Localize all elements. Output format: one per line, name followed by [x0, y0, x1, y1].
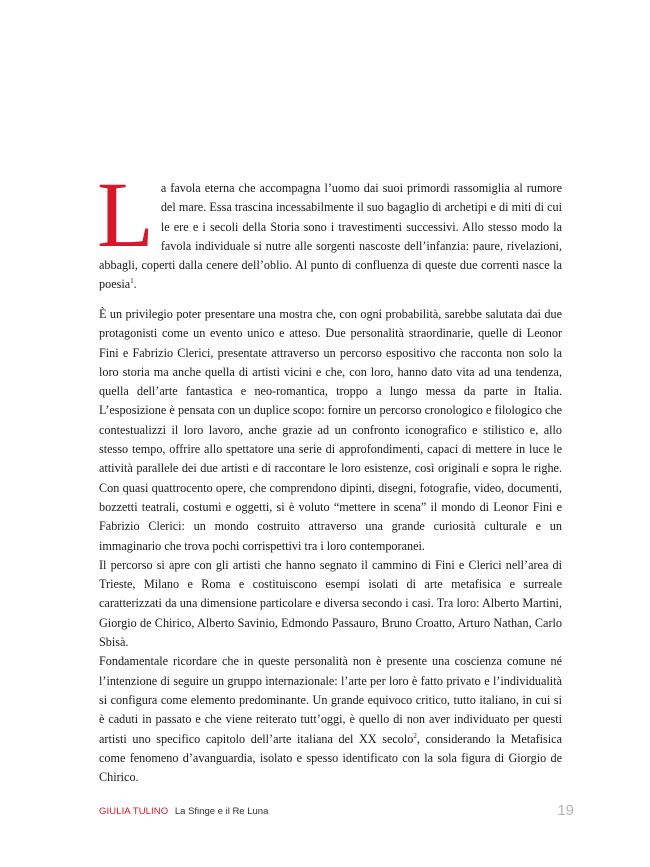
intro-paragraph [97, 164, 562, 295]
paragraph-3-text: Fondamentale ricordare che in queste personalità non è presente una coscienza comune né l’intenzione di seguire un gruppo internazionale: l’arte per loro è fatto privato e l’individualità si configura come elemento predominante. Un grande equivoco critico, tutto italiano, in cui si è caduti in passato e che viene reiterato tutt’oggi, è quello di non aver individuato per questi artisti uno specifico capitolo dell’arte italiana del XX secolo [99, 654, 562, 746]
page-number: 19 [557, 802, 574, 819]
drop-cap: L [97, 164, 154, 267]
body-text [99, 305, 562, 787]
footnote-ref-2[interactable]: 2 [413, 731, 417, 740]
paragraph-3 [99, 652, 562, 787]
paragraph-3-text-end: , considerando la Metafisica come fenomeno d’avanguardia, isolato e spesso identificato con la sola figura di Giorgio de Chirico. [99, 731, 563, 785]
footer-author: GIULIA TULINO [99, 806, 169, 817]
intro-text-end: . [133, 277, 137, 292]
paragraph-1: È un privilegio poter presentare una mostra che, con ogni probabilità, sarebbe salutata dai due protagonisti come un evento unico e atteso. Due personalità straordinarie, quelle di Leonor Fini e Fabrizio Clerici, presentate attraverso un percorso espositivo che racconta non solo la loro storia ma anche quella di artisti vicini e che, con loro, hanno dato vita ad una tendenza, quella dell’arte fantastica e neo-romantica, troppo a lungo messa da parte in Italia. L’esposizione è pensata con un duplice scopo: fornire un percorso cronologico e filologico che contestualizzi il loro lavoro, anche grazie ad un confronto iconografico e stilistico e, allo stesso tempo, offrire allo spettatore una serie di approfondimenti, capaci di mettere in luce le attività parallele dei due artisti e di raccontare le loro esistenze, così originali e sopra le righe. Con quasi quattrocento opere, che comprendono dipinti, disegni, fotografie, video, documenti, bozzetti teatrali, costumi e oggetti, si è voluto “mettere in scena” il mondo di Leonor Fini e Fabrizio Clerici: un mondo costruito attraverso una grande curiosità culturale e un immaginario che trova pochi corrispettivi tra i loro contemporanei. [99, 307, 562, 553]
paragraph-2: Il percorso si apre con gli artisti che hanno segnato il cammino di Fini e Clerici nell’area di Trieste, Milano e Roma e costituiscono esempi isolati di arte metafisica e surreale caratterizzati da una dimensione particolare e diversa secondo i casi. Tra loro: Alberto Martini, Giorgio de Chirico, Alberto Savinio, Edmondo Passauro, Bruno Croatto, Arturo Nathan, Carlo Sbisà. [99, 557, 562, 650]
intro-text: a favola eterna che accompagna l’uomo dai suoi primordi rassomiglia al rumore del mare. Essa trascina incessabilmente il suo bagaglio di archetipi e di miti di cui le ere e i secoli della Storia sono i travestimenti successivi. Allo stesso modo la favola individuale si nutre alle sorgenti nascoste dell’infanzia: paure, rivelazioni, abbagli, coperti dalla cenere dell’oblio. Al punto di confluenza di queste due correnti nasce la poesia [99, 181, 562, 292]
page-footer [99, 802, 574, 828]
footer-book-title: La Sfinge e il Re Luna [174, 806, 269, 817]
footnote-ref-1[interactable]: 1 [130, 277, 134, 286]
